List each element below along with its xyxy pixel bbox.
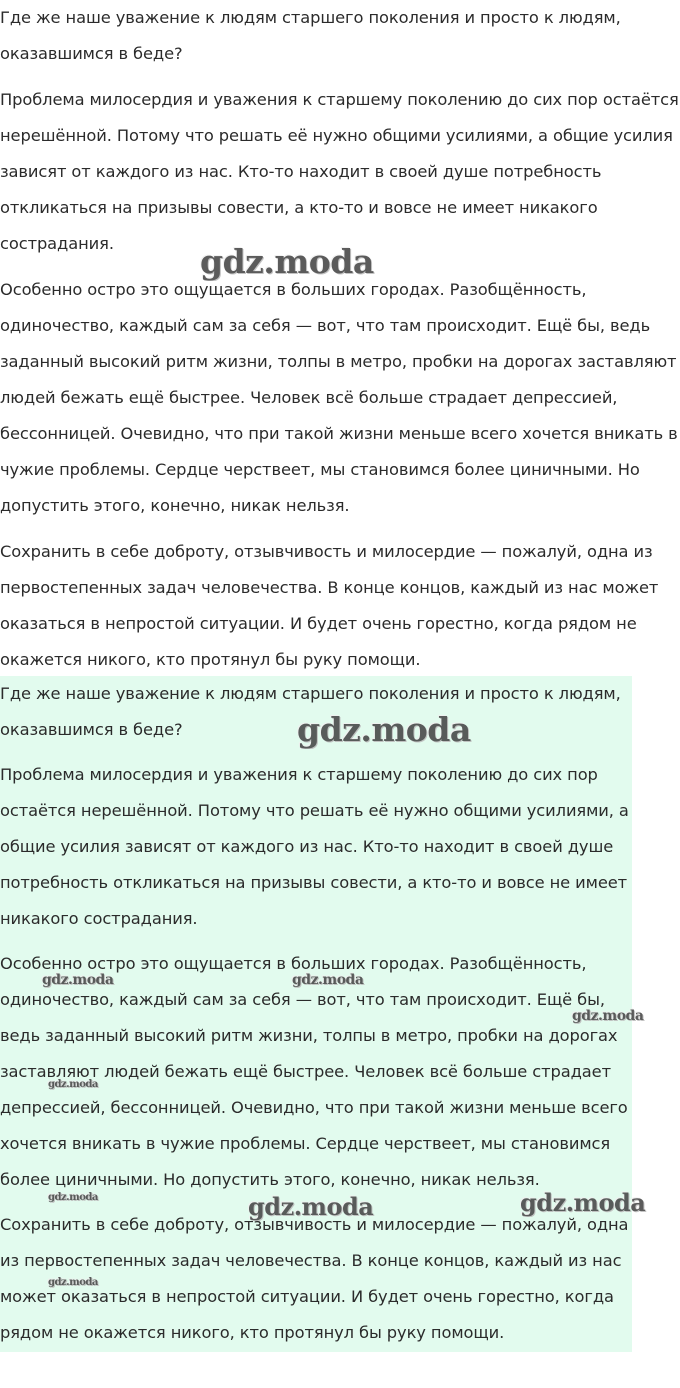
watermark-logo: gdz.moda (200, 242, 374, 281)
paragraph-question: Где же наше уважение к людям старшего поколения и просто к людям, оказавшимся в беде? (0, 684, 621, 739)
essay-text-plain (0, 0, 680, 678)
paragraph-problem: Проблема милосердия и уважения к старшему поколению до сих пор остаётся нерешённой. Потому что решать её нужно общими усилиями, а общие усилия зависят от каждого из нас. Кто-то находит в своей душе потребность откликаться на призывы совести, а кто-то и вовсе не имеет никакого сострадания. (0, 90, 679, 253)
watermark-logo: gdz.moda (48, 1277, 98, 1288)
paragraph-cities: Особенно остро это ощущается в больших городах. Разобщённость, одиночество, каждый сам за себя — вот, что там происходит. Ещё бы, ведь заданный высокий ритм жизни, толпы в метро, пробки на дорогах заставляют людей бежать ещё быстрее. Человек всё больше страдает депрессией, бессонницей. Очевидно, что при такой жизни меньше всего хочется вникать в чужие проблемы. Сердце черствеет, мы становимся более циничными. Но допустить этого, конечно, никак нельзя. (0, 954, 628, 1189)
watermark-logo: gdz.moda (297, 710, 471, 749)
watermark-logo: gdz.moda (48, 1079, 98, 1090)
paragraph-question: Где же наше уважение к людям старшего поколения и просто к людям, оказавшимся в беде? (0, 8, 621, 63)
watermark-logo: gdz.moda (48, 1192, 98, 1203)
paragraph-conclusion: Сохранить в себе доброту, отзывчивость и милосердие — пожалуй, одна из первостепенных задач человечества. В конце концов, каждый из нас может оказаться в непростой ситуации. И будет очень горестно, когда рядом не окажется никого, кто протянул бы руку помощи. (0, 542, 659, 669)
watermark-logo: gdz.moda (248, 1192, 374, 1221)
watermark-logo: gdz.moda (572, 1008, 644, 1024)
watermark-logo: gdz.moda (292, 972, 364, 988)
paragraph-cities: Особенно остро это ощущается в больших городах. Разобщённость, одиночество, каждый сам за себя — вот, что там происходит. Ещё бы, ведь заданный высокий ритм жизни, толпы в метро, пробки на дорогах заставляют людей бежать ещё быстрее. Человек всё больше страдает депрессией, бессонницей. Очевидно, что при такой жизни меньше всего хочется вникать в чужие проблемы. Сердце черствеет, мы становимся более циничными. Но допустить этого, конечно, никак нельзя. (0, 280, 678, 515)
watermark-logo: gdz.moda (520, 1188, 646, 1217)
paragraph-problem: Проблема милосердия и уважения к старшему поколению до сих пор остаётся нерешённой. Потому что решать её нужно общими усилиями, а общие усилия зависят от каждого из нас. Кто-то находит в своей душе потребность откликаться на призывы совести, а кто-то и вовсе не имеет никакого сострадания. (0, 765, 629, 928)
paragraph-conclusion: Сохранить в себе доброту, отзывчивость и милосердие — пожалуй, одна из первостепенных задач человечества. В конце концов, каждый из нас может оказаться в непростой ситуации. И будет очень горестно, когда рядом не окажется никого, кто протянул бы руку помощи. (0, 1215, 629, 1342)
essay-text-highlighted (0, 676, 632, 1352)
watermark-logo: gdz.moda (42, 972, 114, 988)
